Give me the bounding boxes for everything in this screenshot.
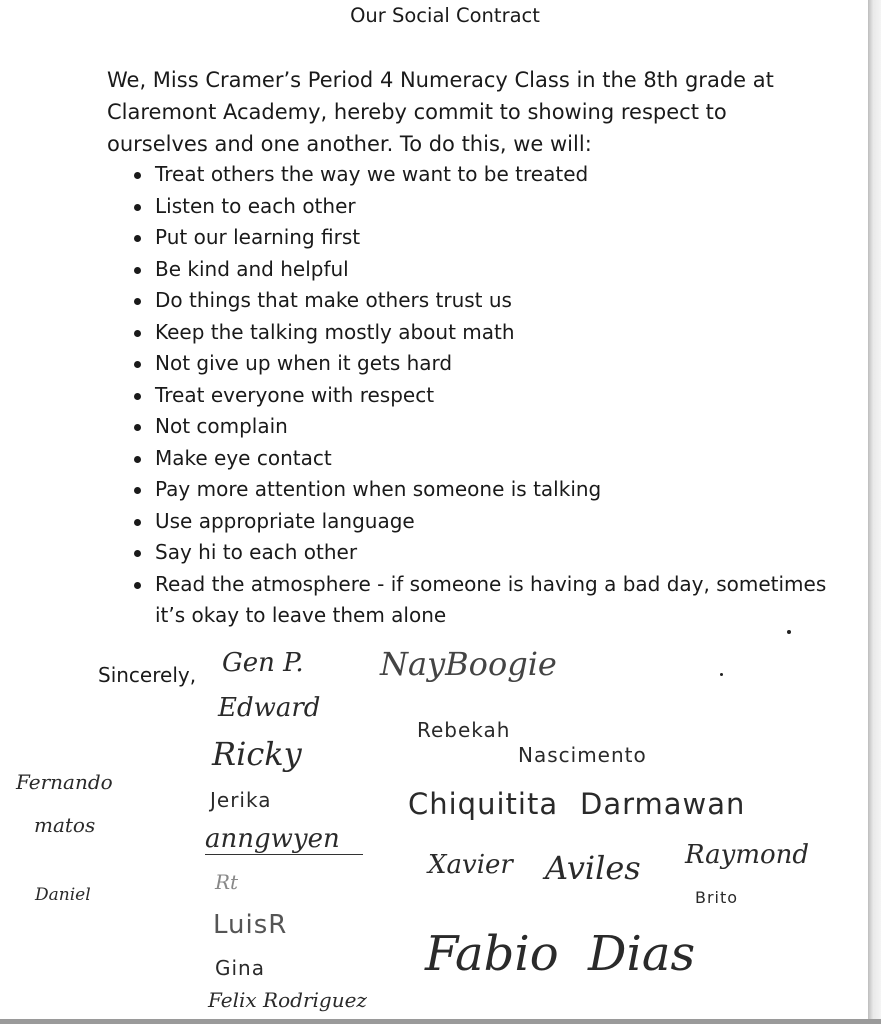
list-item: Not complain — [130, 411, 830, 443]
commitment-list — [130, 159, 830, 632]
signature: Edward — [218, 693, 321, 723]
signature: Xavier — [428, 850, 513, 880]
signature: Ricky — [212, 735, 302, 773]
list-item: Use appropriate language — [130, 506, 830, 538]
intro-line: ourselves and one another. To do this, we will: — [107, 132, 592, 156]
signature: Gina — [215, 956, 265, 980]
list-item: Do things that make others trust us — [130, 285, 830, 317]
signature: anngwyen — [205, 826, 363, 855]
list-item: Read the atmosphere - if someone is having a bad day, sometimes it’s okay to leave them alone — [130, 569, 830, 632]
signature: NayBoogie — [380, 645, 557, 683]
list-item: Treat others the way we want to be treated — [130, 159, 830, 191]
signature: Darmawan — [580, 787, 746, 821]
signature: Felix Rodriguez — [208, 988, 367, 1012]
signature: Fabio — [425, 926, 559, 982]
signature: Rebekah — [417, 718, 511, 742]
page-bottom-edge — [0, 1019, 881, 1024]
closing-sincerely: Sincerely, — [98, 663, 197, 687]
ink-speck — [787, 630, 791, 634]
signature: Dias — [588, 926, 696, 982]
signature: Rt — [215, 870, 239, 894]
ink-speck — [720, 673, 723, 676]
signature: Brito — [695, 888, 739, 907]
list-item: Not give up when it gets hard — [130, 348, 830, 380]
signature: Chiquitita — [408, 787, 559, 821]
list-item: Pay more attention when someone is talking — [130, 474, 830, 506]
intro-paragraph — [107, 64, 807, 160]
list-item: Listen to each other — [130, 191, 830, 223]
signature: Daniel — [35, 885, 91, 905]
page-edge — [868, 0, 881, 1024]
list-item: Say hi to each other — [130, 537, 830, 569]
signature: Fernando — [16, 770, 113, 794]
intro-line: We, Miss Cramer’s Period 4 Numeracy Class in the 8th grade at — [107, 68, 774, 92]
intro-line: Claremont Academy, hereby commit to showing respect to — [107, 100, 727, 124]
list-item: Treat everyone with respect — [130, 380, 830, 412]
signature: Jerika — [210, 788, 272, 812]
signature: matos — [34, 813, 96, 837]
list-item: Keep the talking mostly about math — [130, 317, 830, 349]
signature: Gen P. — [222, 648, 304, 678]
list-item: Make eye contact — [130, 443, 830, 475]
signature: LuisR — [213, 910, 288, 940]
document-title: Our Social Contract — [350, 4, 540, 27]
signature: Nascimento — [518, 743, 647, 767]
signature: Aviles — [545, 849, 641, 887]
list-item: Put our learning first — [130, 222, 830, 254]
signature: Raymond — [685, 840, 810, 870]
list-item: Be kind and helpful — [130, 254, 830, 286]
